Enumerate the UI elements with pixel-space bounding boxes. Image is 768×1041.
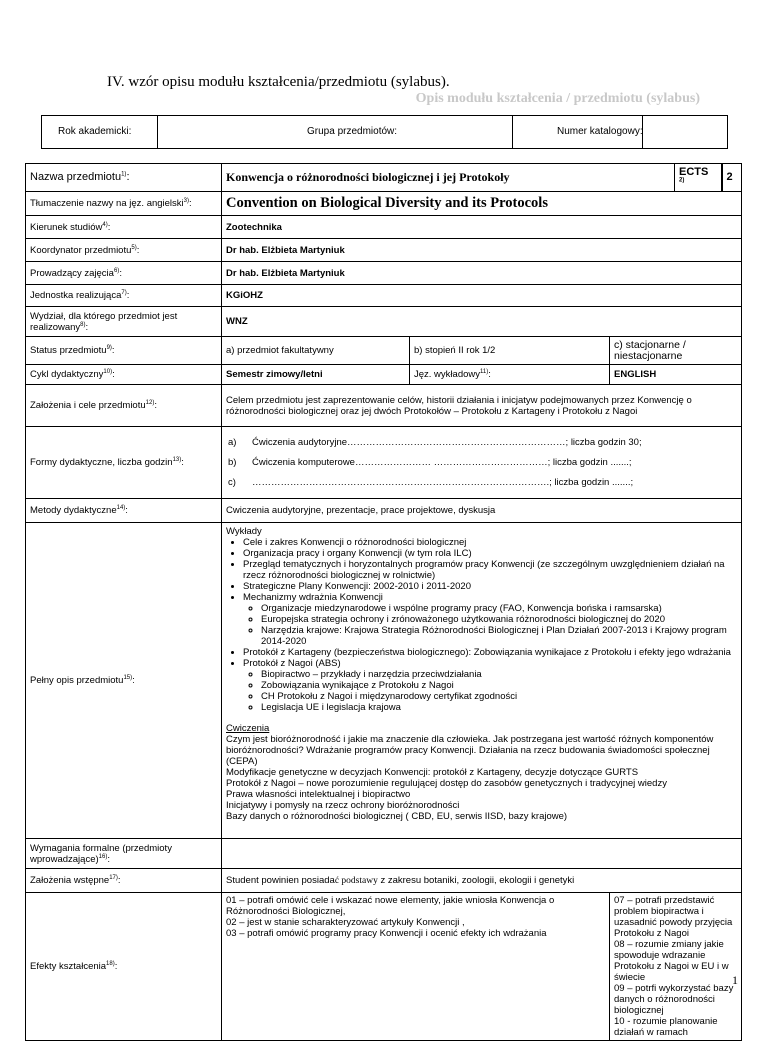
footnote-ref: 14)	[116, 504, 126, 511]
coordinator-value: Dr hab. Elżbieta Martyniuk	[222, 239, 742, 262]
footnote-ref: 16)	[98, 853, 108, 860]
exercises-line: Protokół z Nagoi – nowe porozumienie regulującej dostęp do zasobów genetycznych i tradycyjnej wiedzy	[226, 778, 667, 789]
list-item: ◦ CH Protokołu z Nagoi i międzynarodowy certyfikat zgodności	[261, 691, 737, 702]
exercises-line: Bazy danych o różnorodności biologicznej ( CBD, EU, serwis IISD, bazy krajowe)	[226, 811, 568, 822]
row-english-name: Tłumaczenie nazwy na jęz. angielski$^{3)}$: Convention on Biological Diversity and its Protocols	[26, 192, 742, 216]
list-item: • Protokół z Kartageny (bezpieczeństwa biologicznego): Zobowiązania wynikajace z Protokołu i efekty jego wdrażania	[243, 647, 737, 658]
requirements-value	[222, 839, 742, 869]
row-full-description: Pełny opis przedmiotu$^{15)}$: Wykłady • Cele i zakres Konwencji o różnorodności biologicznej • Organizacja pracy i organy Konwencji (w tym rola ILC) • Przegląd tematycznych i horyzontalnych programów pracy Konwencji (ze szczególnym uwzględnieniem działań na rzecz różnorodności biologicznej w rolnictwie) • Strategiczne Plany Konwencji: 2002-2010 i 2011-2020 • Mechanizmy wdrażnia Konwencji ◦ Organizacje miedzynarodowe i wspólne programy pracy (FAO, Konwencja bońska i ramsarska) ◦ Europejska strategia ochrony i zrónoważonego użytkowania różnorodności biologicznej do 2020 ◦ Narzędzia krajowe: Krajowa Strategia Różnorodności Biologicznej i Plan Działań 2007-2013 i Krajowy program 2014-2020 • Protokół z Kartageny (bezpieczeństwa biologicznego): Zobowiązania wynikajace z Protokołu i efekty jego wdrażania • Protokół z Nagoi (ABS) ◦ Biopiractwo – przykłady i narzędzia przeciwdziałania ◦ Zobowiązania wynikające z Protokołu z Nagoi ◦ CH Protokołu z Nagoi i międzynarodowy certyfikat zgodności ◦ Legislacja UE i legislacja krajowa Cwiczenia Czym jest bioróżnorodność i jakie ma znaczenie dla człowieka. Jak postrzegana jest wartość różnych komponentów bioróżnorodności? Wdrażanie programów pracy Konwencji. Działania na rzecz budowania świadomości społecznej (CEPA) Modyfikacje genetyczne w decyzjach Konwencji: protokół z Kartageny, decyzje dotyczące GURTS Protokół z Nagoi – nowe porozumienie regulującej dostęp do zasobów genetycznych i tradycyjnej wiedzy Prawa własności intelektualnej i biopiractwo Inicjatywy i pomysły na rzecz ochrony bioróżnorodności Bazy danych o różnorodności biologicznej ( CBD, EU, serwis IISD, bazy krajowe)	[26, 523, 742, 839]
lectures-heading: Wykłady	[226, 526, 262, 537]
requirements-label: Wymagania formalne (przedmioty wprowadzające)	[30, 842, 172, 865]
row-goals: Założenia i cele przedmiotu$^{12)}$: Celem przedmiotu jest zaprezentowanie celów, historii działania i inicjatyw podejmowanych przez Konwencję o różnorodności biologicznej oraz jej dwóch Protokołów – Protokołu z Kartageny i Protokołu z Nagoi	[26, 385, 742, 427]
language-value: ENGLISH	[610, 365, 742, 385]
footnote-ref: 10)	[103, 368, 113, 375]
list-item: ◦ Narzędzia krajowe: Krajowa Strategia Różnorodności Biologicznej i Plan Działań 2007-2013 i Krajowy program 2014-2020	[261, 625, 737, 647]
outcomes-label: Efekty kształcenia	[30, 961, 107, 972]
course-name-value: Konwencja o różnorodności biologicznej i jej Protokoły	[222, 164, 675, 192]
ects-value: 2	[722, 164, 742, 192]
row-course-name: Nazwa przedmiotu$^{1)}$: Konwencja o różnorodności biologicznej i jej Protokoły ECTS $^{2)}$ 2	[26, 164, 742, 192]
outcomes-left: 01 – potrafi omówić cele i wskazać nowe elementy, jakie wniosła Konwencja o Różnorodności Biologicznej, 02 – jest w stanie scharakteryzować artykuły Konwencji , 03 – potrafi omówić programy pracy Konwencji i ocenić efekty ich wdrażania	[222, 893, 610, 1041]
exercises-heading: Cwiczenia	[226, 723, 270, 734]
goals-value: Celem przedmiotu jest zaprezentowanie celów, historii działania i inicjatyw podejmowanych przez Konwencję o różnorodności biologicznej oraz jej dwóch Protokołów – Protokołu z Kartageny i Protokołu z Nagoi	[222, 385, 742, 427]
footnote-ref: 11)	[480, 368, 489, 375]
status-a: a) przedmiot fakultatywny	[222, 337, 410, 365]
methods-value: Cwiczenia audytoryjne, prezentacje, prace projektowe, dyskusja	[222, 499, 742, 523]
footnote-ref: 1)	[121, 171, 127, 178]
syllabus-table	[25, 163, 742, 1041]
forms-item: b) Ćwiczenia komputerowe…………………… ………………………………; liczba godzin .......;	[228, 457, 632, 468]
list-item: • Przegląd tematycznych i horyzontalnych programów pracy Konwencji (ze szczególnym uwzględnieniem działań na rzecz różnorodności biologicznej w rolnictwie)	[243, 559, 737, 581]
course-name-label: Nazwa przedmiotu	[30, 171, 122, 183]
exercises-line: Prawa własności intelektualnej i biopiractwo	[226, 789, 411, 800]
footnote-ref: 18)	[106, 960, 115, 967]
prerequisites-label: Założenia wstępne	[30, 875, 110, 886]
divider	[642, 116, 643, 148]
footnote-ref: 12)	[145, 399, 155, 406]
list-item: ◦ Zobowiązania wynikające z Protokołu z Nagoi	[261, 680, 737, 691]
forms-item: c) ………………………………………………………………………………….; liczba godzin .......;	[228, 477, 634, 488]
exercises-line: Czym jest bioróżnorodność i jakie ma znaczenie dla człowieka. Jak postrzegana jest wartość różnych komponentów bioróżnorodności? Wdrażanie programów pracy Konwencji. Działania na rzecz budowania świadomości społecznej (CEPA)	[226, 734, 714, 767]
prerequisites-value: Student powinien posiadać podstawy z zakresu botaniki, zoologii, ekologii i genetyki	[222, 869, 742, 893]
footnote-ref: 2)	[679, 176, 685, 183]
exercises-line: Inicjatywy i pomysły na rzecz ochrony bioróżnorodności	[226, 800, 460, 811]
footnote-ref: 3)	[183, 197, 189, 204]
faculty-label: Wydział, dla którego przedmiot jest realizowany	[30, 310, 178, 333]
sublist	[243, 669, 737, 713]
list-item: • Organizacja pracy i organy Konwencji (w tym rola ILC)	[243, 548, 737, 559]
footnote-ref: 8)	[80, 321, 86, 328]
field-value: Zootechnika	[222, 216, 742, 239]
footnote-ref: 9)	[106, 344, 112, 351]
footnote-ref: 15)	[123, 674, 133, 681]
sublist	[243, 603, 737, 647]
forms-item: a) Ćwiczenia audytoryjne……………………………………………………………; liczba godzin 30;	[228, 437, 642, 448]
lectures-list	[226, 537, 737, 713]
row-instructor: Prowadzący zajęcia$^{6)}$: Dr hab. Elżbieta Martyniuk	[26, 262, 742, 285]
footnote-ref: 7)	[121, 289, 127, 296]
divider	[157, 116, 158, 148]
cycle-label: Cykl dydaktyczny	[30, 369, 104, 380]
exercises-line: Modyfikacje genetyczne w decyzjach Konwencji: protokół z Kartageny, decyzje dotyczące GURTS	[226, 767, 639, 778]
goals-label: Założenia i cele przedmiotu	[30, 400, 146, 411]
list-item: ◦ Legislacja UE i legislacja krajowa	[261, 702, 737, 713]
forms-label: Formy dydaktyczne, liczba godzin	[30, 457, 173, 468]
row-requirements: Wymagania formalne (przedmioty wprowadzające)$^{16)}$:	[26, 839, 742, 869]
row-status: Status przedmiotu$^{9)}$: a) przedmiot fakultatywny b) stopień II rok 1/2 c) stacjonarne / niestacjonarne	[26, 337, 742, 365]
status-c: c) stacjonarne / niestacjonarne	[610, 337, 742, 365]
cycle-value: Semestr zimowy/letni	[222, 365, 410, 385]
list-item: • Strategiczne Plany Konwencji: 2002-2010 i 2011-2020	[243, 581, 737, 592]
footnote-ref: 6)	[113, 267, 120, 274]
coordinator-label: Koordynator przedmiotu	[30, 244, 132, 256]
academic-year-label: Rok akademicki:	[58, 126, 132, 137]
instructor-value: Dr hab. Elżbieta Martyniuk	[222, 262, 742, 285]
outcomes-right: 07 – potrafi przedstawić problem biopiractwa i uzasadnić powody przyjęcia Protokołu z Nagoi 08 – rozumie zmiany jakie spowoduje wdrazanie Protokołu z Nagoi w EU i w świecie 09 – potrfi wykorzystać bazy danych o różnorodności biologicznej 10 - rozumie planowanie działań w ramach	[610, 893, 742, 1041]
page-number: 1	[732, 973, 738, 987]
header-info-box	[41, 115, 728, 149]
list-item: ◦ Europejska strategia ochrony i zrónoważonego użytkowania różnorodności biologicznej do 2020	[261, 614, 737, 625]
methods-label: Metody dydaktyczne	[30, 505, 117, 516]
unit-value: KGiOHZ	[222, 285, 742, 307]
ects-label: ECTS	[679, 165, 709, 178]
row-unit: Jednostka realizująca$^{7)}$: KGiOHZ	[26, 285, 742, 307]
faculty-value: WNZ	[222, 307, 742, 337]
language-label: Jęz. wykładowy	[414, 369, 480, 380]
description-label: Pełny opis przedmiotu	[30, 675, 124, 686]
row-faculty: Wydział, dla którego przedmiot jest realizowany$^{8)}$: WNZ	[26, 307, 742, 337]
status-label: Status przedmiotu	[30, 345, 107, 356]
row-outcomes: Efekty kształcenia$^{18)}$: 01 – potrafi omówić cele i wskazać nowe elementy, jakie wniosła Konwencja o Różnorodności Biologicznej, 02 – jest w stanie scharakteryzować artykuły Konwencji , 03 – potrafi omówić programy pracy Konwencji i ocenić efekty ich wdrażania 07 – potrafi przedstawić problem biopiractwa i uzasadnić powody przyjęcia Protokołu z Nagoi 08 – rozumie zmiany jakie spowoduje wdrazanie Protokołu z Nagoi w EU i w świecie 09 – potrfi wykorzystać bazy danych o różnorodności biologicznej 10 - rozumie planowanie działań w ramach	[26, 893, 742, 1041]
list-item: • Cele i zakres Konwencji o różnorodności biologicznej	[243, 537, 737, 548]
english-name-value: Convention on Biological Diversity and its Protocols	[222, 192, 742, 216]
list-item: • Protokół z Nagoi (ABS) ◦ Biopiractwo – przykłady i narzędzia przeciwdziałania ◦ Zobowiązania wynikające z Protokołu z Nagoi ◦ CH Protokołu z Nagoi i międzynarodowy certyfikat zgodności ◦ Legislacja UE i legislacja krajowa	[243, 658, 737, 713]
list-item: • Mechanizmy wdrażnia Konwencji ◦ Organizacje miedzynarodowe i wspólne programy pracy (FAO, Konwencja bońska i ramsarska) ◦ Europejska strategia ochrony i zrónoważonego użytkowania różnorodności biologicznej do 2020 ◦ Narzędzia krajowe: Krajowa Strategia Różnorodności Biologicznej i Plan Działań 2007-2013 i Krajowy program 2014-2020	[243, 592, 737, 647]
row-coordinator: Koordynator przedmiotu$^{5)}$: Dr hab. Elżbieta Martyniuk	[26, 239, 742, 262]
catalog-number-label: Numer katalogowy:	[557, 126, 643, 137]
footnote-ref: 4)	[102, 221, 108, 228]
divider	[512, 116, 513, 148]
subject-group-label: Grupa przedmiotów:	[307, 126, 398, 137]
row-prerequisites: Założenia wstępne$^{17)}$: Student powinien posiadać podstawy z zakresu botaniki, zoologii, ekologii i genetyki	[26, 869, 742, 893]
row-field: Kierunek studiów$^{4)}$: Zootechnika	[26, 216, 742, 239]
footnote-ref: 17)	[109, 874, 118, 881]
document-subheading: Opis modułu kształcenia / przedmiotu (sylabus)	[415, 91, 700, 106]
list-item: ◦ Organizacje miedzynarodowe i wspólne programy pracy (FAO, Konwencja bońska i ramsarska)	[261, 603, 737, 614]
english-name-label: Tłumaczenie nazwy na jęz. angielski	[30, 198, 184, 209]
document-heading: IV. wzór opisu modułu kształcenia/przedmiotu (sylabus).	[107, 74, 450, 90]
list-item: ◦ Biopiractwo – przykłady i narzędzia przeciwdziałania	[261, 669, 737, 680]
footnote-ref: 13)	[172, 456, 182, 463]
unit-label: Jednostka realizująca	[30, 290, 122, 301]
footnote-ref: 5)	[131, 244, 137, 251]
instructor-label: Prowadzący zajęcia	[30, 267, 114, 279]
field-label: Kierunek studiów	[30, 221, 103, 233]
status-b: b) stopień II rok 1/2	[410, 337, 610, 365]
row-cycle: Cykl dydaktyczny$^{10)}$: Semestr zimowy/letni Jęz. wykładowy$^{11)}$: ENGLISH	[26, 365, 742, 385]
row-methods: Metody dydaktyczne$^{14)}$: Cwiczenia audytoryjne, prezentacje, prace projektowe, dyskusja	[26, 499, 742, 523]
row-forms: Formy dydaktyczne, liczba godzin$^{13)}$: a) Ćwiczenia audytoryjne……………………………………………………………; liczba godzin 30; b) Ćwiczenia komputerowe…………………… ………………………………; liczba godzin .......; c) ………………………………………………………………………………….; liczba godzin .......;	[26, 427, 742, 499]
